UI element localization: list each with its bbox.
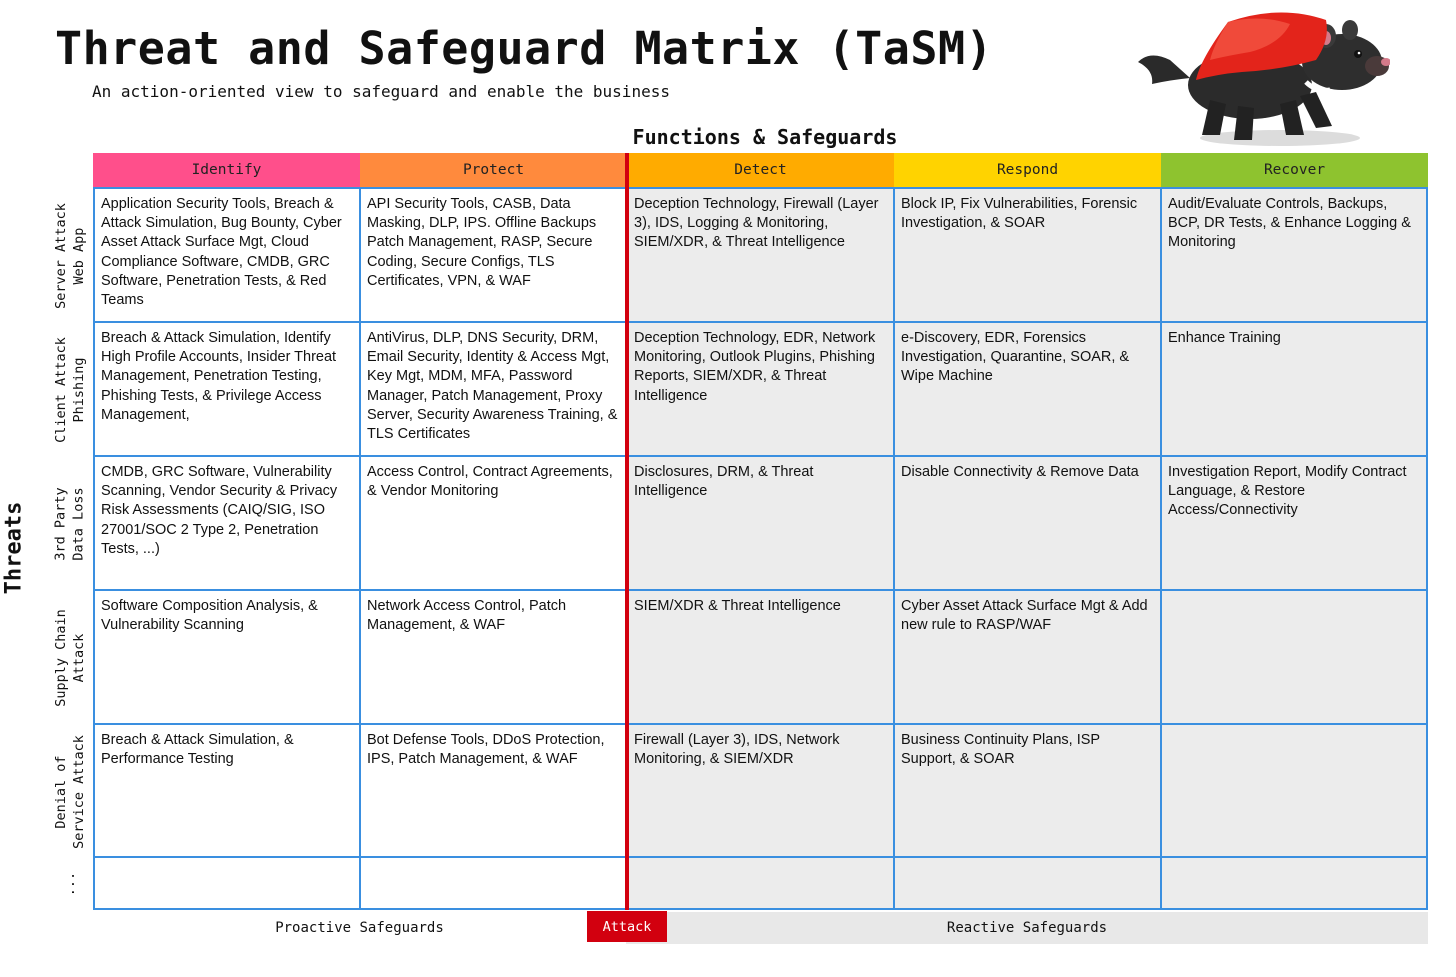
cell-dos-protect: Bot Defense Tools, DDoS Protection, IPS, Patch Management, & WAF [359,723,627,858]
threat-label-dos: Denial of Service Attack [53,734,88,849]
cell-client-respond: e-Discovery, EDR, Forensics Investigation, Quarantine, SOAR, & Wipe Machine [893,321,1162,457]
cell-server-detect: Deception Technology, Firewall (Layer 3), IDS, Logging & Monitoring, SIEM/XDR, & Threat Intelligence [626,187,895,323]
cell-client-protect: AntiVirus, DLP, DNS Security, DRM, Email Security, Identity & Access Mgt, Key Mgt, MDM, MFA, Password Manager, Patch Management, Proxy Server, Security Awareness Training, & TLS Certificates [359,321,627,457]
header-identify: Identify [93,153,360,187]
cell-supplychain-identify: Software Composition Analysis, & Vulnerability Scanning [93,589,361,725]
cell-client-identify: Breach & Attack Simulation, Identify High Profile Accounts, Insider Threat Management, Penetration Testing, Phishing Tests, & Privilege Access Management, [93,321,361,457]
page-title: Threat and Safeguard Matrix (TaSM) [55,22,994,75]
cell-server-identify: Application Security Tools, Breach & Attack Simulation, Bug Bounty, Cyber Asset Attack Surface Mgt, Cloud Compliance Software, CMDB, GRC Software, Penetration Tests, & Red Teams [93,187,361,323]
attack-marker: Attack [587,911,667,942]
threat-label-more: ... [61,871,78,897]
threat-label-client-attack: Client Attack Phishing [53,336,88,443]
header-recover: Recover [1161,153,1428,187]
threat-label-supply-chain: Supply Chain Attack [53,608,88,707]
cell-supplychain-respond: Cyber Asset Attack Surface Mgt & Add new rule to RASP/WAF [893,589,1162,725]
cell-more-protect [359,856,627,910]
cell-server-respond: Block IP, Fix Vulnerabilities, Forensic Investigation, & SOAR [893,187,1162,323]
cell-thirdparty-identify: CMDB, GRC Software, Vulnerability Scanning, Vendor Security & Privacy Risk Assessments (CAIQ/SIG, ISO 27001/SOC 2 Type 2, Penetration Tests, ...) [93,455,361,591]
threats-axis-label: Threats [1,501,27,595]
cell-more-recover [1160,856,1428,910]
cell-supplychain-detect: SIEM/XDR & Threat Intelligence [626,589,895,725]
cell-thirdparty-recover: Investigation Report, Modify Contract Language, & Restore Access/Connectivity [1160,455,1428,591]
cell-supplychain-recover [1160,589,1428,725]
cell-supplychain-protect: Network Access Control, Patch Management, & WAF [359,589,627,725]
header-respond: Respond [894,153,1161,187]
cell-more-identify [93,856,361,910]
cell-more-respond [893,856,1162,910]
cell-client-recover: Enhance Training [1160,321,1428,457]
attack-divider-line [625,153,629,910]
tasmanian-devil-mascot-icon [1130,0,1390,150]
threat-label-third-party: 3rd Party Data Loss [53,486,87,561]
header-detect: Detect [627,153,894,187]
reactive-safeguards-label: Reactive Safeguards [626,912,1428,944]
cell-dos-identify: Breach & Attack Simulation, & Performance Testing [93,723,361,858]
page-subtitle: An action-oriented view to safeguard and enable the business [92,82,670,101]
cell-server-recover: Audit/Evaluate Controls, Backups, BCP, DR Tests, & Enhance Logging & Monitoring [1160,187,1428,323]
cell-thirdparty-detect: Disclosures, DRM, & Threat Intelligence [626,455,895,591]
cell-more-detect [626,856,895,910]
cell-dos-detect: Firewall (Layer 3), IDS, Network Monitoring, & SIEM/XDR [626,723,895,858]
cell-server-protect: API Security Tools, CASB, Data Masking, DLP, IPS. Offline Backups Patch Management, RASP, Secure Coding, Secure Configs, TLS Certificates, VPN, & WAF [359,187,627,323]
functions-safeguards-heading: Functions & Safeguards [632,125,898,149]
proactive-safeguards-label: Proactive Safeguards [93,912,626,944]
header-protect: Protect [360,153,627,187]
cell-dos-recover [1160,723,1428,858]
threat-label-server-attack: Server Attack Web App [53,202,88,309]
cell-client-detect: Deception Technology, EDR, Network Monitoring, Outlook Plugins, Phishing Reports, SIEM/XDR, & Threat Intelligence [626,321,895,457]
cell-dos-respond: Business Continuity Plans, ISP Support, & SOAR [893,723,1162,858]
cell-thirdparty-respond: Disable Connectivity & Remove Data [893,455,1162,591]
cell-thirdparty-protect: Access Control, Contract Agreements, & Vendor Monitoring [359,455,627,591]
